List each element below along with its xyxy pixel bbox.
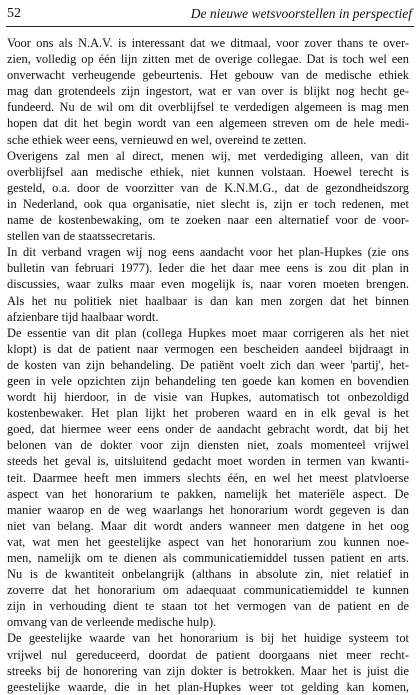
text-line: Nu is de kwantiteit onbelangrijk (althans in absolute zin, niet relatief in	[7, 567, 409, 582]
text-line: onverwacht verheugende gebeurtenis. Het gebouw van de medische ethiek	[7, 68, 409, 83]
text-line: wordt hij hierdoor, in de visie van Hupkes, automatisch tot onbezoldigd	[7, 390, 409, 405]
text-line: in Nederland, ook qua organisatie, niet slecht is, zijn er toch redenen, met	[7, 196, 409, 211]
text-line: hopen dat dit het begin wordt van een algemeen streven om de hele medi-	[7, 116, 409, 131]
text-line: zijn in verhouding dient te staan tot het vermogen van de patient en de	[7, 599, 409, 614]
text-line: In dit verband vragen wij nog eens aandacht voor het plan-Hupkes (zie ons	[7, 245, 409, 260]
page-number: 52	[7, 6, 21, 21]
text-line: aspect van het honorarium te pakken, namelijk het materiële aspect. De	[7, 486, 409, 501]
text-line: vat, wat men het geestelijke aspect van het honorarium zou kunnen noe-	[7, 534, 409, 549]
text-line: discussies, waar zulks maar even mogelijk is, naar voren moeten brengen.	[7, 277, 409, 292]
page-header	[6, 4, 414, 27]
text-line: omvang van de verleende medische hulp).	[7, 615, 217, 630]
paragraph	[7, 325, 409, 631]
text-line: men, namelijk om te dienen als communicatiemiddel tussen patient en arts.	[7, 551, 409, 565]
text-line: De geestelijke waarde van het honorarium is bij het huidige systeem tot	[7, 631, 409, 646]
text-line: zoverre dat het honorarium om adaequaat communicatiemiddel te kunnen	[7, 583, 409, 598]
paragraph	[7, 244, 409, 324]
text-line: sche ethiek weer eens, vernieuwd en wel, overeind te zetten.	[7, 132, 307, 147]
text-line: stellen van de staatssecretaris.	[7, 229, 156, 244]
text-line: bulletin van februari 1977). Ieder die het daar mee eens is zou dit plan in	[7, 261, 409, 276]
text-line: gesteld, o.a. door de voorzitter van de K.N.M.G., dat de gezondheidszorg	[7, 180, 409, 195]
text-line: De essentie van dit plan (collega Hupkes moet maar corrigeren als het niet	[7, 325, 409, 340]
text-line: fundeerd. Nu de wil om dit overblijfsel te verdedigen algemeen is mag men	[7, 100, 409, 115]
text-line: klopt) is dat de patient naar vermogen een bescheiden aandeel bijdraagt in	[7, 341, 409, 356]
text-line: steeds het geval is, uitsluitend gedacht moet worden in termen van kwanti-	[7, 454, 409, 469]
body-text	[7, 35, 409, 695]
text-line: niet van belang. Maar dit wordt anders wanneer men datgene in het oog	[7, 518, 409, 533]
running-title: De nieuwe wetsvoorstellen in perspectief	[190, 6, 412, 21]
paragraph	[7, 35, 409, 148]
text-line: geen in vele opzichten zijn behandeling ten goede kan komen en bovendien	[7, 373, 409, 388]
text-line: goed, dat hiermee weer eens onder de aandacht gebracht wordt, dat bij het	[7, 422, 409, 437]
text-line: name de kostenbewaking, om te zoeken naar een alternatief voor de voor-	[7, 213, 409, 228]
text-line: vrijwel nul gereduceerd, doordat de patient doorgaans niet meer recht-	[7, 647, 409, 662]
text-line: teit. Daarmee heeft men immers slechts één, en wel het meest platvloerse	[7, 470, 409, 485]
text-line: kostenbewaker. Het plan lijkt het proberen waard en in elk geval is het	[7, 406, 409, 421]
text-line: afzienbare tijd haalbaar wordt.	[7, 309, 159, 324]
text-line: Voor ons als N.A.V. is interessant dat we ditmaal, voor zover thans te over-	[7, 36, 409, 50]
text-line: overblijfsel aan medische ethiek, niet kunnen volstaan. Hoewel terecht is	[7, 164, 409, 179]
text-line: geestelijke waarde, die in het plan-Hupkes weer tot gelding kan komen,	[7, 679, 409, 694]
paragraph	[7, 630, 409, 694]
text-line: manier waarop en de weg waarlangs het honorarium wordt gegeven is dan	[7, 502, 409, 517]
text-line: Overigens zal men al direct, menen wij, met verdediging alleen, van dit	[7, 148, 409, 163]
text-line: belonen van de dokter voor zijn diensten niet, zoals momenteel vrijwel	[7, 438, 409, 453]
text-line: streeks bij de honorering van zijn dokter is betrokken. Maar het is juist die	[7, 663, 409, 678]
text-line: zien, volledig op één lijn zitten met de overige collegae. Dat is toch wel een	[7, 52, 409, 67]
text-line: de kosten van zijn behandeling. De patiënt voelt zich dan weer 'partij', het-	[7, 357, 409, 372]
paragraph	[7, 148, 409, 245]
text-line: Als het nu politiek niet haalbaar is dan kan men zorgen dat het binnen	[7, 293, 409, 308]
text-line: mag dan grotendeels zijn ingestort, wat er van over is blijkt nog hecht ge-	[7, 84, 409, 99]
